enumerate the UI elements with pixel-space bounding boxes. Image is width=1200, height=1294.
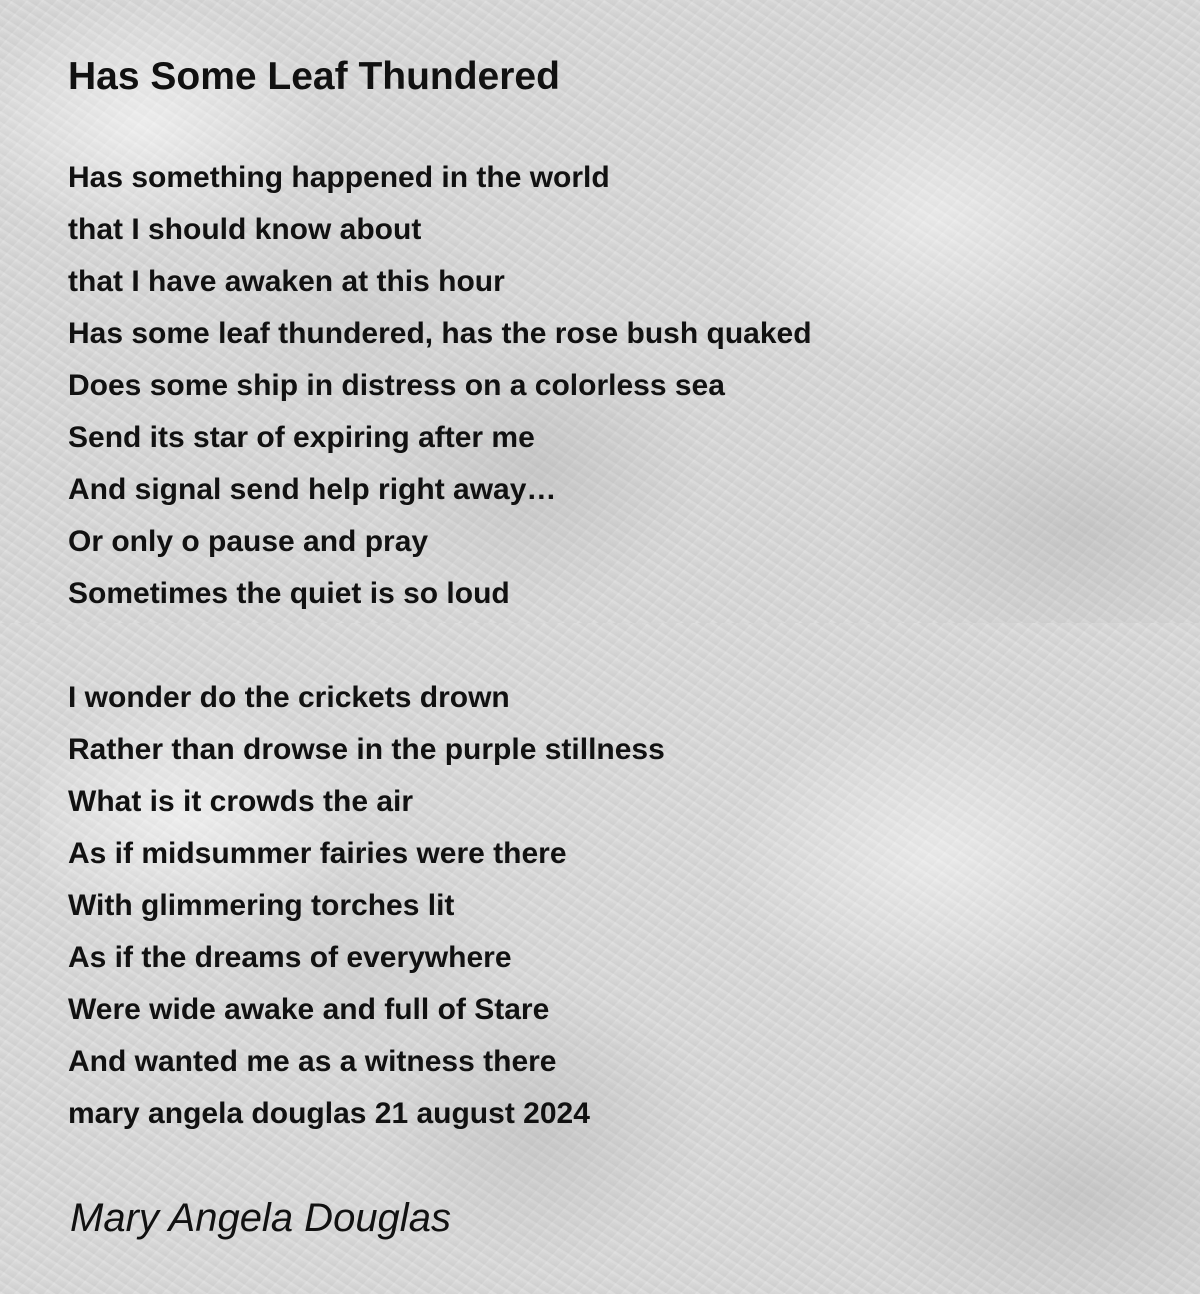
poem-line: mary angela douglas 21 august 2024 [68, 1097, 590, 1130]
stanza-2 [68, 672, 665, 1140]
stanza-1 [68, 152, 812, 620]
poem-title: Has Some Leaf Thundered [68, 55, 560, 98]
author-name: Mary Angela Douglas [70, 1196, 451, 1240]
poem-line: What is it crowds the air [68, 785, 414, 818]
poem-line: And signal send help right away… [68, 473, 557, 506]
poem-line: Rather than drowse in the purple stillness [68, 733, 665, 766]
poem-line: that I have awaken at this hour [68, 265, 505, 298]
poem-line: As if midsummer fairies were there [68, 837, 567, 870]
poem-line: Sometimes the quiet is so loud [68, 577, 510, 610]
poem-line: Does some ship in distress on a colorless sea [68, 369, 725, 402]
poem-line: As if the dreams of everywhere [68, 941, 512, 974]
poem-line: With glimmering torches lit [68, 889, 455, 922]
poem-line: Has some leaf thundered, has the rose bush quaked [68, 317, 812, 350]
poem-line: Or only o pause and pray [68, 525, 429, 558]
poem-line: And wanted me as a witness there [68, 1045, 557, 1078]
poem-line: Has something happened in the world [68, 161, 610, 194]
poem-line: Were wide awake and full of Stare [68, 993, 550, 1026]
poem-line: that I should know about [68, 213, 422, 246]
poem-line: Send its star of expiring after me [68, 421, 535, 454]
poem-line: I wonder do the crickets drown [68, 681, 510, 714]
